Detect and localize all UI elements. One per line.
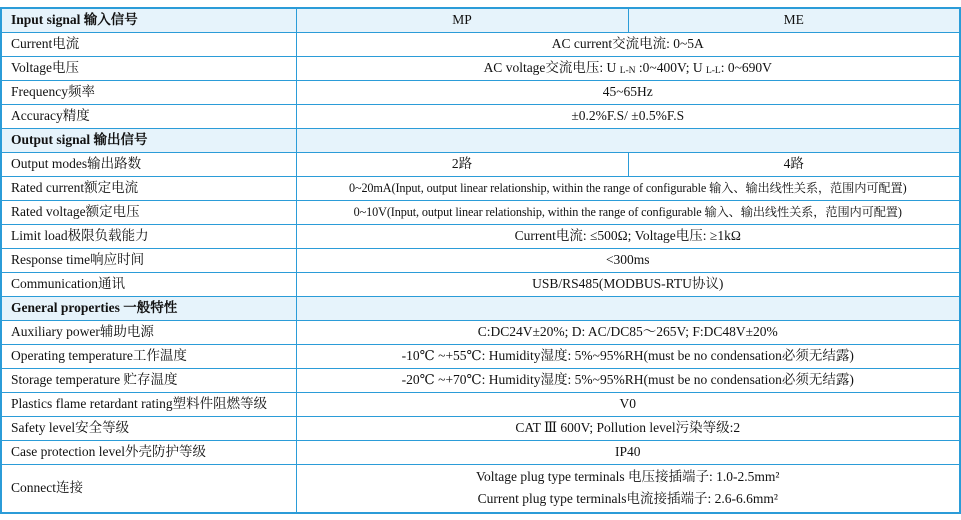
row-value-frequency: 45~65Hz [296, 80, 960, 104]
row-value-case-protection: IP40 [296, 440, 960, 464]
row-case-protection [1, 440, 960, 464]
row-value-voltage [296, 56, 960, 80]
row-value-auxiliary-power: C:DC24V±20%; D: AC/DC85～265V; F:DC48V±20% [296, 320, 960, 344]
voltage-sub-ll: L-L [705, 66, 721, 77]
section-title-input-signal: Input signal 输入信号 [1, 8, 296, 32]
row-operating-temperature [1, 344, 960, 368]
row-value-accuracy: ±0.2%F.S/ ±0.5%F.S [296, 104, 960, 128]
row-storage-temperature [1, 368, 960, 392]
row-frequency [1, 80, 960, 104]
row-rated-current [1, 176, 960, 200]
row-output-modes [1, 152, 960, 176]
section-title-general-properties: General properties 一般特性 [1, 296, 296, 320]
voltage-text: : 0~690V [720, 60, 772, 76]
voltage-sub-ln: L-N [619, 66, 636, 77]
row-label-accuracy: Accuracy精度 [1, 104, 296, 128]
row-label-rated-voltage: Rated voltage额定电压 [1, 200, 296, 224]
column-header-me: ME [628, 8, 960, 32]
row-value-communication: USB/RS485(MODBUS-RTU协议) [296, 272, 960, 296]
section-title-output-signal: Output signal 输出信号 [1, 128, 296, 152]
voltage-text: AC voltage交流电压: U [483, 60, 620, 76]
row-response-time [1, 248, 960, 272]
row-accuracy [1, 104, 960, 128]
row-limit-load [1, 224, 960, 248]
voltage-text: :0~400V; U [635, 60, 706, 76]
row-label-case-protection: Case protection level外壳防护等级 [1, 440, 296, 464]
connect-current-terminals: Current plug type terminals电流接插端子: 2.6-6.6mm² [477, 491, 778, 507]
row-label-response-time: Response time响应时间 [1, 248, 296, 272]
row-value-connect [296, 464, 960, 513]
row-auxiliary-power [1, 320, 960, 344]
row-value-output-modes-mp: 2路 [296, 152, 628, 176]
row-voltage [1, 56, 960, 80]
row-value-output-modes-me: 4路 [628, 152, 960, 176]
row-label-limit-load: Limit load极限负载能力 [1, 224, 296, 248]
row-value-safety-level: CAT Ⅲ 600V; Pollution level污染等级:2 [296, 416, 960, 440]
row-flame-retardant [1, 392, 960, 416]
row-label-flame-retardant: Plastics flame retardant rating塑料件阻燃等级 [1, 392, 296, 416]
row-label-current: Current电流 [1, 32, 296, 56]
row-value-response-time: <300ms [296, 248, 960, 272]
row-value-flame-retardant: V0 [296, 392, 960, 416]
row-label-output-modes: Output modes输出路数 [1, 152, 296, 176]
row-value-operating-temperature: -10℃ ~+55℃: Humidity湿度: 5%~95%RH(must be no condensation必须无结露) [296, 344, 960, 368]
row-label-operating-temperature: Operating temperature工作温度 [1, 344, 296, 368]
row-general-properties-header [1, 296, 960, 320]
row-value-storage-temperature: -20℃ ~+70℃: Humidity湿度: 5%~95%RH(must be no condensation必须无结露) [296, 368, 960, 392]
spec-table [0, 7, 961, 514]
row-label-storage-temperature: Storage temperature 贮存温度 [1, 368, 296, 392]
row-rated-voltage [1, 200, 960, 224]
row-value-limit-load: Current电流: ≤500Ω; Voltage电压: ≥1kΩ [296, 224, 960, 248]
row-value-rated-current: 0~20mA(Input, output linear relationship, within the range of configurable 输入、输出线性关系，范围内可配置) [296, 176, 960, 200]
section-empty-cell [296, 128, 960, 152]
row-communication [1, 272, 960, 296]
row-label-connect: Connect连接 [1, 464, 296, 513]
row-label-communication: Communication通讯 [1, 272, 296, 296]
row-label-frequency: Frequency频率 [1, 80, 296, 104]
row-label-rated-current: Rated current额定电流 [1, 176, 296, 200]
row-label-safety-level: Safety level安全等级 [1, 416, 296, 440]
row-output-signal-header [1, 128, 960, 152]
section-empty-cell [296, 296, 960, 320]
row-safety-level [1, 416, 960, 440]
row-current [1, 32, 960, 56]
row-connect [1, 464, 960, 513]
row-value-rated-voltage: 0~10V(Input, output linear relationship, within the range of configurable 输入、输出线性关系，范围内可配置) [296, 200, 960, 224]
connect-voltage-terminals: Voltage plug type terminals 电压接插端子: 1.0-2.5mm² [476, 468, 780, 484]
row-label-voltage: Voltage电压 [1, 56, 296, 80]
row-input-signal-header [1, 8, 960, 32]
row-value-current: AC current交流电流: 0~5A [296, 32, 960, 56]
column-header-mp: MP [296, 8, 628, 32]
row-label-auxiliary-power: Auxiliary power辅助电源 [1, 320, 296, 344]
